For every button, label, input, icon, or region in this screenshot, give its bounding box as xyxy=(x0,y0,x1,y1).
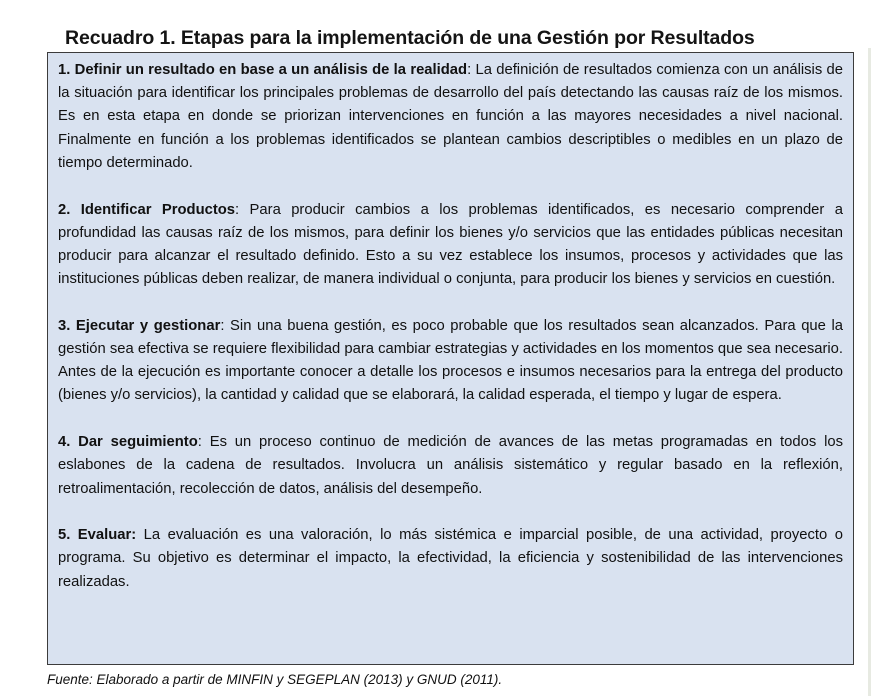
stage-4-separator: : xyxy=(197,434,210,451)
stage-2-paragraph xyxy=(58,199,843,292)
stage-1-text: La definición de resultados comienza con un análisis de la situación para identificar los principales problemas de desarrollo del país detectando las causas raíz de los mismos. Es en esta etapa en donde se priorizan intervenciones en función a las mayores necesidades a nivel nacional. Finalmente en función a los problemas identificados se plantean cambios descriptibles o medibles en un plazo de tiempo determinado. xyxy=(58,62,843,171)
stage-3-heading: 3. Ejecutar y gestionar xyxy=(58,317,221,334)
stage-2-text: Para producir cambios a los problemas identificados, es necesario comprender a profundidad las causas raíz de los mismos, para definir los bienes y/o servicios que las entidades públicas necesitan producir para alcanzar el resultado definido. Esto a su vez establece los insumos, procesos y actividades que las instituciones públicas deben realizar, de manera individual o conjunta, para producir los bienes y servicios en cuestión. xyxy=(58,201,843,288)
content-box xyxy=(47,52,854,665)
stage-1-paragraph xyxy=(58,59,843,175)
stage-4-heading: 4. Dar seguimiento xyxy=(58,434,198,451)
source-note: Fuente: Elaborado a partir de MINFIN y SEGEPLAN (2013) y GNUD (2011). xyxy=(47,672,503,687)
stage-5-separator xyxy=(136,527,143,543)
stage-4-text: Es un proceso continuo de medición de avances de las metas programadas en todos los eslabones de la cadena de resultados. Involucra un análisis sistemático y regular basado en la reflexión, retroalimentación, recolección de datos, análisis del desempeño. xyxy=(58,434,843,497)
page-edge-divider xyxy=(868,48,871,696)
stage-2-heading: 2. Identificar Productos xyxy=(58,201,236,218)
stage-1-heading: 1. Definir un resultado en base a un análisis de la realidad xyxy=(58,62,468,78)
stage-2-separator: : xyxy=(235,201,250,218)
box-title: Recuadro 1. Etapas para la implementación de una Gestión por Resultados xyxy=(65,27,755,49)
stage-5-heading: 5. Evaluar: xyxy=(58,527,137,544)
stage-3-paragraph xyxy=(58,315,843,408)
stage-3-separator: : xyxy=(220,317,231,334)
stage-3-text: Sin una buena gestión, es poco probable que los resultados sean alcanzados. Para que la gestión sea efectiva se requiere flexibilidad para cambiar estrategias y actividades en los momentos que sea necesario. Antes de la ejecución es importante conocer a detalle los procesos e insumos necesarios para la entrega del producto (bienes y/o servicios), la cantidad y calidad que se elaborará, la calidad esperada, el tiempo y lugar de espera. xyxy=(58,317,843,404)
stage-4-paragraph xyxy=(58,431,843,501)
stage-1-separator: : xyxy=(467,62,476,78)
stage-5-paragraph xyxy=(58,524,843,594)
stage-5-text: La evaluación es una valoración, lo más sistémica e imparcial posible, de una actividad, proyecto o programa. Su objetivo es determinar el impacto, la efectividad, la eficiencia y sostenibilidad de las intervenciones realizadas. xyxy=(58,527,843,590)
